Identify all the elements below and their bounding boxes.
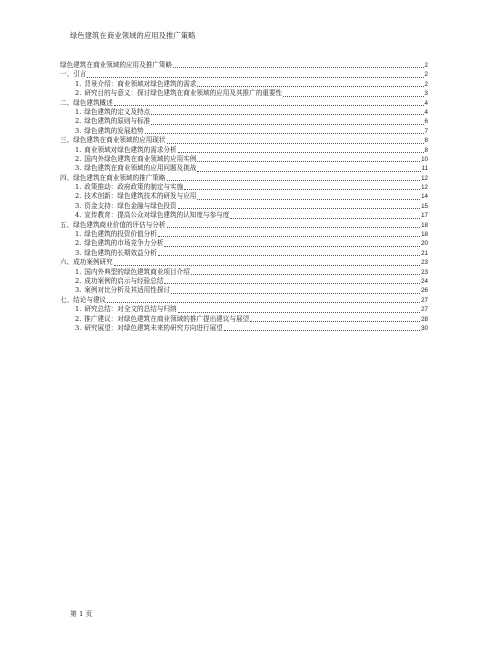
toc-entry[interactable] — [60, 277, 428, 286]
table-of-contents — [60, 61, 428, 333]
toc-dot-leader — [167, 143, 424, 144]
toc-entry[interactable] — [60, 211, 428, 220]
toc-entry-page-number: 20 — [421, 240, 428, 248]
toc-dot-leader — [107, 302, 420, 303]
toc-entry-page-number: 28 — [421, 315, 428, 323]
toc-entry-page-number: 4 — [424, 108, 428, 116]
toc-entry[interactable] — [60, 286, 428, 295]
toc-entry-number: 2. — [75, 154, 82, 163]
toc-entry-title: 四、绿色建筑在商业领域的推广策略 — [60, 173, 166, 182]
toc-entry-page-number: 21 — [421, 249, 428, 257]
toc-entry-title: 政策推动：政府政策的制定与实施 — [84, 183, 184, 192]
toc-entry-number: 3. — [75, 201, 82, 210]
toc-entry-number: 4. — [75, 211, 82, 220]
toc-dot-leader — [114, 105, 424, 106]
toc-entry-page-number: 11 — [421, 165, 428, 173]
toc-entry[interactable] — [60, 80, 428, 89]
toc-entry[interactable] — [60, 202, 428, 211]
toc-entry-title: 七、结论与建议 — [60, 295, 107, 304]
toc-entry-page-number: 30 — [421, 324, 428, 332]
toc-entry-page-number: 2 — [424, 80, 428, 88]
toc-entry[interactable] — [60, 155, 428, 164]
toc-dot-leader — [178, 208, 421, 209]
toc-entry-number: 3. — [75, 248, 82, 257]
toc-dot-leader — [164, 246, 420, 247]
toc-entry[interactable] — [60, 174, 428, 183]
toc-dot-leader — [145, 133, 424, 134]
toc-entry-number: 2. — [75, 89, 82, 98]
toc-entry-title: 绿色建筑的长期效益分析 — [84, 248, 157, 257]
toc-entry-page-number: 17 — [421, 212, 428, 220]
toc-entry-page-number: 2 — [424, 71, 428, 79]
toc-entry-title: 背景介绍：商业领域对绿色建筑的需求 — [84, 79, 197, 88]
toc-entry-page-number: 18 — [421, 221, 428, 229]
toc-entry[interactable] — [60, 89, 428, 98]
toc-entry-title: 研究展望：对绿色建筑未来的研究方向进行展望 — [84, 323, 223, 332]
toc-entry-number: 2. — [75, 192, 82, 201]
toc-entry-title: 研究总结：对全文的总结与归纳 — [84, 305, 177, 314]
toc-dot-leader — [114, 265, 420, 266]
toc-entry-title: 绿色建筑在商业领域的应用问题及挑战 — [84, 164, 197, 173]
toc-entry-title: 绿色建筑的原则与标准 — [84, 117, 151, 126]
toc-entry-number: 1. — [75, 267, 82, 276]
toc-dot-leader — [167, 227, 421, 228]
toc-entry-page-number: 14 — [421, 193, 428, 201]
toc-entry-number: 2. — [75, 276, 82, 285]
toc-entry-title: 三、绿色建筑在商业领域的应用现状 — [60, 136, 166, 145]
toc-entry-title: 技术创新：绿色建筑技术的研发与应用 — [84, 192, 197, 201]
toc-entry[interactable] — [60, 108, 428, 117]
toc-entry-title: 研究目的与意义：探讨绿色建筑在商业领域的应用及其推广的重要性 — [84, 89, 283, 98]
toc-entry-number: 1. — [75, 107, 82, 116]
toc-entry-page-number: 23 — [421, 259, 428, 267]
toc-entry[interactable] — [60, 230, 428, 239]
toc-entry-title: 五、绿色建筑商业价值的评估与分析 — [60, 220, 166, 229]
toc-entry-title: 推广建议：对绿色建筑在商业领域的推广提出建议与展望 — [84, 314, 250, 323]
toc-entry-title: 绿色建筑的投资价值分析 — [84, 230, 157, 239]
toc-entry[interactable] — [60, 192, 428, 201]
toc-entry[interactable] — [60, 117, 428, 126]
toc-dot-leader — [171, 293, 420, 294]
toc-dot-leader — [167, 180, 421, 181]
toc-entry-title: 二、绿色建筑概述 — [60, 98, 113, 107]
toc-dot-leader — [191, 274, 420, 275]
toc-entry[interactable] — [60, 61, 428, 70]
toc-entry[interactable] — [60, 164, 428, 173]
toc-entry[interactable] — [60, 136, 428, 145]
toc-entry-page-number: 7 — [424, 127, 428, 135]
toc-entry[interactable] — [60, 249, 428, 258]
toc-entry-number: 3. — [75, 164, 82, 173]
toc-dot-leader — [87, 77, 423, 78]
toc-entry[interactable] — [60, 221, 428, 230]
toc-dot-leader — [173, 67, 423, 68]
toc-entry-title: 六、成功案例研究 — [60, 258, 113, 267]
toc-dot-leader — [197, 86, 423, 87]
toc-dot-leader — [164, 283, 420, 284]
toc-entry-page-number: 27 — [421, 306, 428, 314]
toc-entry-title: 国内外绿色建筑在商业领域的应用实例 — [84, 154, 197, 163]
toc-entry-title: 绿色建筑在商业领域的应用及推广策略 — [60, 60, 173, 69]
toc-dot-leader — [197, 171, 420, 172]
toc-entry-title: 资金支持：绿色金融与绿色投资 — [84, 201, 177, 210]
toc-entry-page-number: 10 — [421, 155, 428, 163]
toc-entry[interactable] — [60, 305, 428, 314]
toc-dot-leader — [283, 96, 423, 97]
toc-entry-title: 绿色建筑的定义及特点 — [84, 107, 151, 116]
toc-entry-number: 2. — [75, 117, 82, 126]
toc-dot-leader — [151, 114, 423, 115]
toc-entry-page-number: 2 — [424, 61, 428, 69]
toc-entry-title: 案例对比分析及其适用性探讨 — [84, 286, 171, 295]
toc-entry-title: 成功案例的启示与经验总结 — [84, 276, 164, 285]
toc-dot-leader — [178, 152, 424, 153]
toc-entry[interactable] — [60, 324, 428, 333]
toc-entry-number: 2. — [75, 314, 82, 323]
toc-entry-title: 绿色建筑的市场竞争力分析 — [84, 239, 164, 248]
toc-dot-leader — [224, 330, 420, 331]
toc-entry[interactable] — [60, 258, 428, 267]
toc-entry-page-number: 18 — [421, 231, 428, 239]
toc-entry-number: 1. — [75, 305, 82, 314]
toc-entry[interactable] — [60, 296, 428, 305]
toc-entry[interactable] — [60, 146, 428, 155]
toc-entry-page-number: 27 — [421, 296, 428, 304]
toc-entry[interactable] — [60, 99, 428, 108]
toc-entry-number: 3. — [75, 126, 82, 135]
toc-entry-page-number: 15 — [421, 202, 428, 210]
toc-entry-number: 1. — [75, 183, 82, 192]
toc-dot-leader — [197, 161, 420, 162]
toc-entry-page-number: 23 — [421, 268, 428, 276]
toc-dot-leader — [158, 255, 420, 256]
toc-entry-number: 1. — [75, 79, 82, 88]
toc-dot-leader — [197, 199, 420, 200]
toc-entry[interactable] — [60, 127, 428, 136]
toc-entry-title: 宣传教育：提高公众对绿色建筑的认知度与参与度 — [84, 211, 230, 220]
toc-entry-number: 3. — [75, 286, 82, 295]
toc-entry-number: 1. — [75, 230, 82, 239]
toc-entry-page-number: 8 — [424, 146, 428, 154]
toc-entry[interactable] — [60, 315, 428, 324]
toc-dot-leader — [230, 218, 420, 219]
toc-entry-page-number: 4 — [424, 99, 428, 107]
toc-dot-leader — [184, 189, 420, 190]
toc-entry[interactable] — [60, 268, 428, 277]
toc-dot-leader — [158, 236, 420, 237]
page-number-footer: 第 1 页 — [70, 610, 93, 618]
toc-entry-number: 3. — [75, 323, 82, 332]
toc-entry-page-number: 12 — [421, 174, 428, 182]
page-header-title: 绿色建筑在商业领域的应用及推广策略 — [70, 31, 196, 40]
toc-entry-page-number: 24 — [421, 277, 428, 285]
toc-entry-number: 2. — [75, 239, 82, 248]
toc-entry-page-number: 12 — [421, 184, 428, 192]
toc-entry[interactable] — [60, 70, 428, 79]
toc-entry-title: 绿色建筑的发展趋势 — [84, 126, 144, 135]
toc-dot-leader — [250, 321, 420, 322]
toc-entry[interactable] — [60, 239, 428, 248]
toc-entry-title: 商业领域对绿色建筑的需求分析 — [84, 145, 177, 154]
toc-entry-page-number: 8 — [424, 137, 428, 145]
toc-entry-title: 国内外典型的绿色建筑商业项目介绍 — [84, 267, 190, 276]
toc-entry-page-number: 6 — [424, 118, 428, 126]
toc-dot-leader — [151, 124, 423, 125]
toc-dot-leader — [178, 312, 421, 313]
toc-entry-number: 1. — [75, 145, 82, 154]
toc-entry-title: 一、引言 — [60, 70, 87, 79]
toc-entry-page-number: 26 — [421, 287, 428, 295]
toc-entry-page-number: 3 — [424, 90, 428, 98]
